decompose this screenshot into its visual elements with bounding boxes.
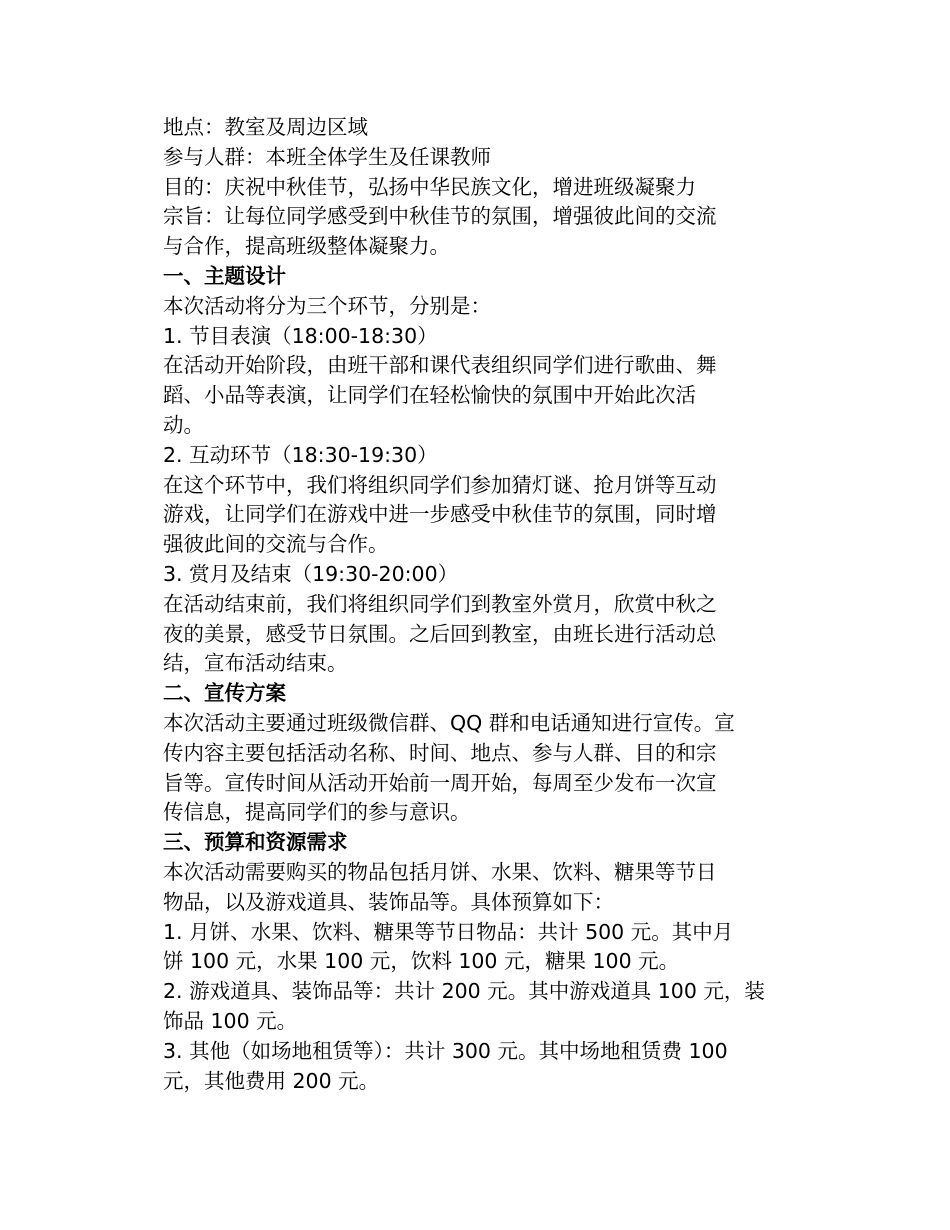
paragraph-line: 旨等。宣传时间从活动开始前一周开始，每周至少发布一次宣 xyxy=(163,770,717,795)
paragraph-line: 本次活动需要购买的物品包括月饼、水果、饮料、糖果等节日 xyxy=(163,859,717,884)
paragraph-line: 在这个环节中，我们将组织同学们参加猜灯谜、抢月饼等互动 xyxy=(163,472,717,497)
paragraph-line: 传信息，提高同学们的参与意识。 xyxy=(163,800,471,825)
budget-item-other: 3. 其他（如场地租赁等）：共计 300 元。其中场地租赁费 100 xyxy=(163,1038,728,1063)
list-item-performance: 1. 节目表演（18:00-18:30） xyxy=(163,323,438,348)
paragraph-line: 饼 100 元，水果 100 元，饮料 100 元，糖果 100 元。 xyxy=(163,949,680,974)
paragraph-line: 蹈、小品等表演，让同学们在轻松愉快的氛围中开始此次活 xyxy=(163,383,696,408)
paragraph-line: 在活动开始阶段，由班干部和课代表组织同学们进行歌曲、舞 xyxy=(163,353,717,378)
paragraph-line: 动。 xyxy=(163,412,204,437)
paragraph-line: 元，其他费用 200 元。 xyxy=(163,1068,380,1093)
paragraph-line: 饰品 100 元。 xyxy=(163,1008,298,1033)
paragraph-line: 结，宣布活动结束。 xyxy=(163,651,348,676)
section-heading-budget: 三、预算和资源需求 xyxy=(163,830,348,855)
budget-item-props: 2. 游戏道具、装饰品等：共计 200 元。其中游戏道具 100 元，装 xyxy=(163,979,765,1004)
principle-line: 宗旨：让每位同学感受到中秋佳节的氛围，增强彼此间的交流 xyxy=(163,204,717,229)
paragraph-line: 物品，以及游戏道具、装饰品等。具体预算如下： xyxy=(163,889,614,914)
paragraph-line: 强彼此间的交流与合作。 xyxy=(163,532,389,557)
paragraph-line: 在活动结束前，我们将组织同学们到教室外赏月，欣赏中秋之 xyxy=(163,591,717,616)
participants-line: 参与人群：本班全体学生及任课教师 xyxy=(163,144,491,169)
paragraph-line: 本次活动主要通过班级微信群、QQ 群和电话通知进行宣传。宣 xyxy=(163,710,735,735)
document-body xyxy=(163,113,793,1096)
principle-line-cont: 与合作，提高班级整体凝聚力。 xyxy=(163,234,450,259)
budget-item-festival-goods: 1. 月饼、水果、饮料、糖果等节日物品：共计 500 元。其中月 xyxy=(163,919,734,944)
location-line: 地点：教室及周边区域 xyxy=(163,115,368,139)
paragraph-line: 游戏，让同学们在游戏中进一步感受中秋佳节的氛围，同时增 xyxy=(163,502,717,527)
list-item-moon-viewing: 3. 赏月及结束（19:30-20:00） xyxy=(163,561,459,586)
paragraph-line: 传内容主要包括活动名称、时间、地点、参与人群、目的和宗 xyxy=(163,740,717,765)
list-item-interaction: 2. 互动环节（18:30-19:30） xyxy=(163,442,438,467)
paragraph-line: 夜的美景，感受节日氛围。之后回到教室，由班长进行活动总 xyxy=(163,621,717,646)
purpose-line: 目的：庆祝中秋佳节，弘扬中华民族文化，增进班级凝聚力 xyxy=(163,174,696,199)
paragraph-line: 本次活动将分为三个环节，分别是： xyxy=(163,293,491,318)
section-heading-theme: 一、主题设计 xyxy=(163,263,286,288)
section-heading-promotion: 二、宣传方案 xyxy=(163,681,286,706)
